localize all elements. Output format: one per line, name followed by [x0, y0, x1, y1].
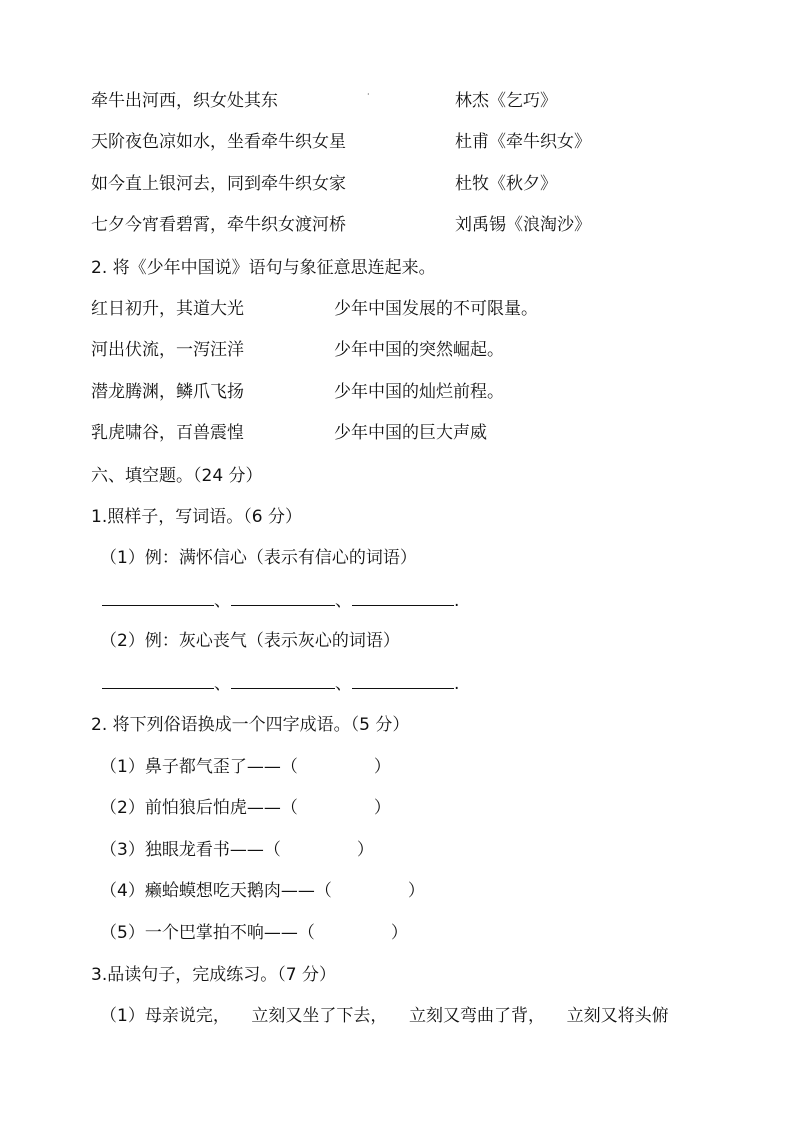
poem-line-1: 牵牛出河西，织女处其东: [91, 91, 278, 111]
match-right-4: 少年中国的巨大声威: [334, 423, 487, 443]
item-text: （2）前怕狼后怕虎——（: [100, 798, 298, 818]
s6-q2-item-2: [100, 793, 391, 818]
item-text: （4）癞蛤蟆想吃天鹅肉——（: [100, 881, 332, 901]
s6-q1-blanks-1: [102, 586, 459, 611]
s6-q1-example-2: （2）例：灰心丧气（表示灰心的词语）: [100, 631, 400, 651]
answer-blank[interactable]: [102, 604, 214, 606]
match-right-3: 少年中国的灿烂前程。: [334, 382, 504, 402]
poem-source-2: 杜甫《牵牛织女》: [455, 132, 591, 152]
separator: 、: [214, 591, 231, 611]
answer-blank[interactable]: [231, 604, 335, 606]
item-text: （1）鼻子都气歪了——（: [100, 757, 298, 777]
section6-title: 六、填空题。（24 分）: [91, 466, 263, 486]
separator: 、: [335, 591, 352, 611]
poem-source-3: 杜牧《秋夕》: [455, 174, 557, 194]
s6-q3-sentence: （1）母亲说完， 立刻又坐了下去， 立刻又弯曲了背， 立刻又将头俯: [100, 1006, 669, 1026]
poem-source-4: 刘禹锡《浪淘沙》: [455, 215, 591, 235]
stray-dot: ·: [367, 90, 370, 99]
match-right-1: 少年中国发展的不可限量。: [334, 299, 538, 319]
close-paren: ）: [373, 757, 391, 777]
match-right-2: 少年中国的突然崛起。: [334, 340, 504, 360]
separator: 、: [214, 674, 231, 694]
answer-blank[interactable]: [231, 687, 335, 689]
s6-q1-title: 1.照样子，写词语。（6 分）: [91, 507, 302, 527]
separator: 、: [335, 674, 352, 694]
poem-source-1: 林杰《乞巧》: [455, 91, 557, 111]
s6-q2-item-5: [100, 918, 408, 943]
poem-line-4: 七夕今宵看碧霄，牵牛织女渡河桥: [91, 215, 346, 235]
answer-blank[interactable]: [352, 604, 454, 606]
s6-q1-blanks-2: [102, 669, 459, 694]
match-left-3: 潜龙腾渊，鳞爪飞扬: [91, 382, 244, 402]
poem-line-2: 天阶夜色凉如水，坐看牵牛织女星: [91, 132, 346, 152]
close-paren: ）: [356, 840, 374, 860]
q2-title: 2. 将《少年中国说》语句与象征意思连起来。: [91, 258, 436, 278]
s6-q3-title: 3.品读句子，完成练习。（7 分）: [91, 965, 336, 985]
close-paren: ）: [373, 798, 391, 818]
match-left-2: 河出伏流，一泻汪洋: [91, 340, 244, 360]
answer-blank[interactable]: [102, 687, 214, 689]
s6-q2-item-3: [100, 835, 374, 860]
close-paren: ）: [390, 923, 408, 943]
item-text: （5）一个巴掌拍不响——（: [100, 923, 315, 943]
s6-q2-item-1: [100, 752, 391, 777]
answer-blank[interactable]: [352, 687, 454, 689]
s6-q2-title: 2. 将下列俗语换成一个四字成语。（5 分）: [91, 715, 410, 735]
end-mark: .: [454, 674, 460, 694]
s6-q2-item-4: [100, 876, 425, 901]
poem-line-3: 如今直上银河去，同到牵牛织女家: [91, 174, 346, 194]
s6-q1-example-1: （1）例：满怀信心（表示有信心的词语）: [100, 548, 417, 568]
close-paren: ）: [407, 881, 425, 901]
match-left-1: 红日初升，其道大光: [91, 299, 244, 319]
match-left-4: 乳虎啸谷，百兽震惶: [91, 423, 244, 443]
item-text: （3）独眼龙看书——（: [100, 840, 281, 860]
end-mark: .: [454, 591, 460, 611]
